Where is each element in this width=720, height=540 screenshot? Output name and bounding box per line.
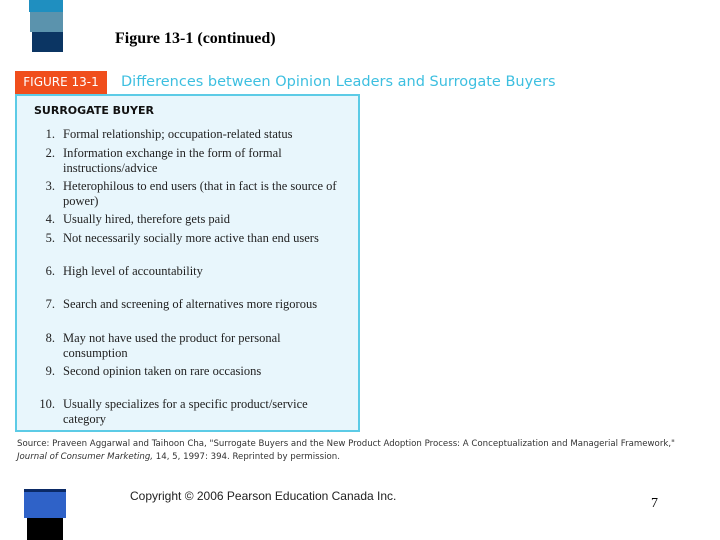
item-text: High level of accountability <box>63 264 203 278</box>
item-text: Heterophilous to end users (that in fact is the source of power) <box>63 179 337 208</box>
slide-title: Figure 13-1 (continued) <box>115 30 276 47</box>
item-number: 7. <box>45 297 55 311</box>
source-text: Source: Praveen Aggarwal and Taihoon Cha, "Surrogate Buyers and the New Product Adoption Process: A Conceptualization and Managerial Framework," <box>17 439 676 449</box>
item-number: 9. <box>45 364 55 378</box>
page-number: 7 <box>651 496 658 511</box>
source-text-end: 14, 5, 1997: 394. Reprinted by permission. <box>153 452 340 462</box>
logo-bottom <box>24 489 66 540</box>
item-number: 6. <box>45 264 55 278</box>
item-number: 2. <box>45 146 55 160</box>
figure-box <box>15 94 360 432</box>
item-text: May not have used the product for personal consumption <box>63 331 281 360</box>
list-item <box>27 231 347 246</box>
item-text: Usually specializes for a specific product/service category <box>63 397 308 426</box>
list-item <box>27 212 347 227</box>
item-text: Second opinion taken on rare occasions <box>63 364 262 378</box>
list-item <box>27 264 347 279</box>
copyright: Copyright © 2006 Pearson Education Canada Inc. <box>130 489 397 503</box>
logo-top <box>27 0 63 52</box>
list-item <box>27 179 347 209</box>
list-item <box>27 331 347 361</box>
list-item <box>27 146 347 176</box>
item-text: Not necessarily socially more active than end users <box>63 231 319 245</box>
item-number: 4. <box>45 212 55 226</box>
item-text: Information exchange in the form of formal instructions/advice <box>63 146 282 175</box>
item-number: 8. <box>45 331 55 345</box>
figure-label: FIGURE 13-1 <box>15 71 107 94</box>
list-item <box>27 127 347 142</box>
item-number: 10. <box>39 397 55 411</box>
source-citation <box>17 438 677 464</box>
figure-title: Differences between Opinion Leaders and Surrogate Buyers <box>121 74 556 90</box>
list-item <box>27 297 347 312</box>
item-text: Usually hired, therefore gets paid <box>63 212 230 226</box>
figure-heading: SURROGATE BUYER <box>34 104 154 117</box>
item-number: 3. <box>45 179 55 193</box>
list-item <box>27 397 347 427</box>
item-number: 5. <box>45 231 55 245</box>
list-item <box>27 364 347 379</box>
item-text: Formal relationship; occupation-related status <box>63 127 293 141</box>
item-number: 1. <box>45 127 55 141</box>
item-text: Search and screening of alternatives more rigorous <box>63 297 318 311</box>
source-journal: Journal of Consumer Marketing, <box>17 452 154 462</box>
